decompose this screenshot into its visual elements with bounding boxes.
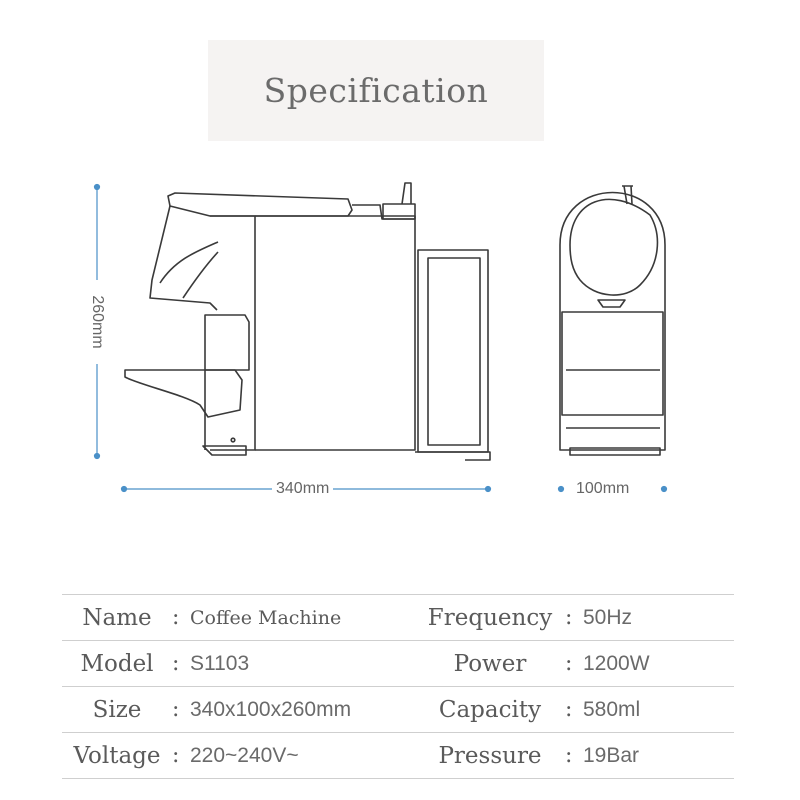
width-dimension-label: 100mm [576,480,630,497]
side-tank-inner [428,258,480,445]
length-dot-left [122,487,127,492]
spec-colon: : [172,641,190,687]
front-drip-tray [562,312,663,415]
side-head-inner [183,252,218,298]
side-view [125,183,490,460]
spec-key: Capacity [415,687,565,733]
spec-row [62,641,734,687]
front-spout [598,300,625,307]
height-dimension-label: 260mm [88,280,106,364]
spec-key: Size [62,687,172,733]
spec-key: Name [62,595,172,641]
front-body [560,193,665,451]
side-body [255,216,415,450]
spec-value: Coffee Machine [190,595,415,641]
width-dot-right [662,487,667,492]
spec-row [62,687,734,733]
spec-colon: : [172,595,190,641]
spec-key: Frequency [415,595,565,641]
side-lid [168,193,352,216]
length-dot-right [486,487,491,492]
spec-value: 580ml [583,687,734,733]
side-foot [203,370,246,455]
side-wand [402,183,411,204]
spec-row [62,733,734,779]
spec-colon: : [172,733,190,779]
side-spout [205,315,249,370]
side-tank-base [415,452,490,460]
front-base [566,428,660,455]
side-indicator [231,438,235,442]
front-view [560,186,665,455]
dimension-lines [95,185,667,492]
height-dot-bottom [95,454,100,459]
height-dot-top [95,185,100,190]
spec-colon: : [565,595,583,641]
side-drip-tray [125,370,242,417]
spec-key: Power [415,641,565,687]
spec-value: 50Hz [583,595,734,641]
spec-colon: : [565,641,583,687]
spec-row [62,595,734,641]
front-head [570,199,657,295]
spec-key: Voltage [62,733,172,779]
spec-key: Model [62,641,172,687]
spec-colon: : [172,687,190,733]
spec-value: S1103 [190,641,415,687]
spec-key: Pressure [415,733,565,779]
page-title: Specification [263,71,489,110]
spec-table [62,594,734,779]
width-dot-left [559,487,564,492]
side-head-front [150,206,217,310]
spec-value: 1200W [583,641,734,687]
spec-colon: : [565,687,583,733]
spec-colon: : [565,733,583,779]
length-dimension-label: 340mm [272,480,333,498]
spec-value: 220~240V~ [190,733,415,779]
spec-value: 340x100x260mm [190,687,415,733]
spec-value: 19Bar [583,733,734,779]
